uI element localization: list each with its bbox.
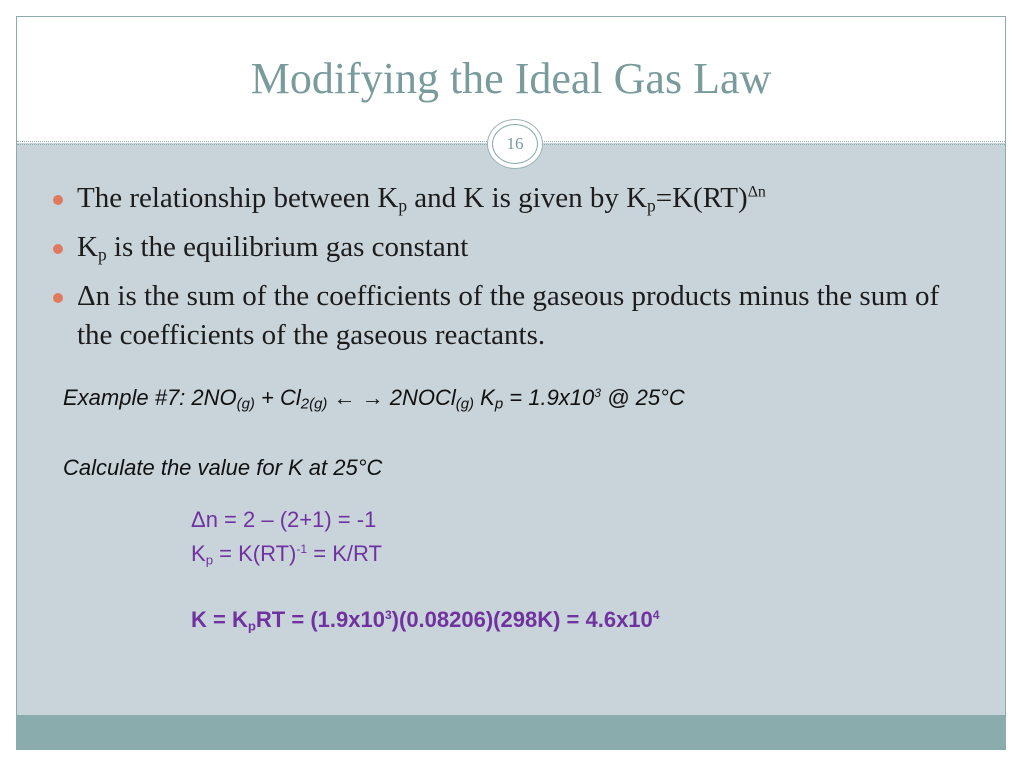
bullet-text: Δn is the sum of the coefficients of the gaseous products minus the sum of the coefficients of the gaseous reactants. xyxy=(77,280,940,351)
bullet-item xyxy=(53,228,973,267)
slide-frame xyxy=(16,16,1006,750)
example-equation: Example #7: $2NO_{(g)} + Cl_{2(g)}$ ← → 2NOCl$_{(g)}$ $K_p = 1.9x10^3$ @ 25°C xyxy=(63,385,685,413)
slide-title: Modifying the Ideal Gas Law xyxy=(250,54,772,103)
bullet-item xyxy=(53,179,973,218)
bullet-dot-icon xyxy=(53,293,63,303)
bullet-text: The relationship between $K_p$ and K is given by $K_p=K(RT)^{\Delta n}$ xyxy=(77,182,766,216)
footer-bar xyxy=(17,715,1005,749)
bullet-dot-icon xyxy=(53,244,63,254)
solution-kp-relation: $K_p = K(RT)^{-1} = K/RT$ xyxy=(191,541,382,568)
calculate-prompt: Calculate the value for K at 25°C xyxy=(63,455,383,480)
bullet-list xyxy=(53,179,973,365)
solution-delta-n: Δn = 2 – (2+1) = -1 xyxy=(191,507,377,532)
bullet-text: $K_p$ is the equilibrium gas constant xyxy=(77,231,469,265)
bullet-item xyxy=(53,277,973,355)
equilibrium-arrows-icon: ← → xyxy=(333,385,384,410)
bullet-dot-icon xyxy=(53,195,63,205)
solution-final-answer: $K = K_pRT = (1.9x10^3)(0.08206)(298K) = 4.6x10^4$ xyxy=(191,607,660,634)
slide-number: 16 xyxy=(492,124,538,164)
slide-number-badge xyxy=(487,119,543,169)
